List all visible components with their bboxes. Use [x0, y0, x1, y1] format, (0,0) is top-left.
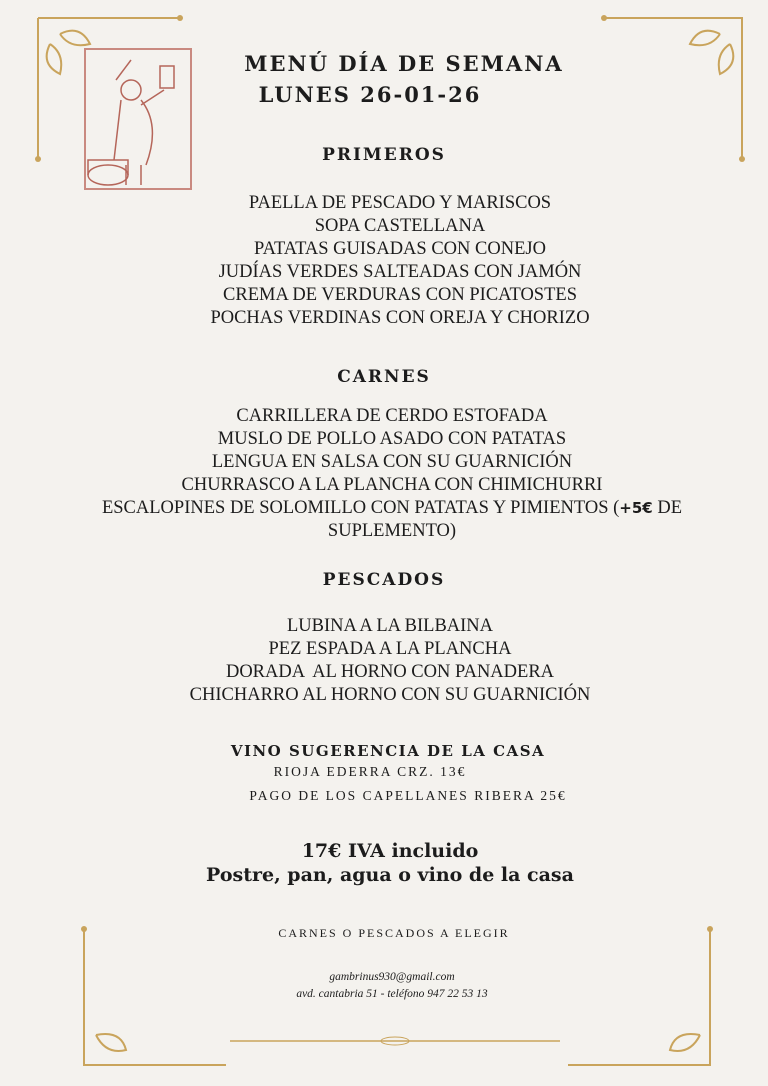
menu-item: DORADA AL HORNO CON PANADERA	[225, 662, 555, 682]
item-text: ESCALOPINES DE SOLOMILLO CON PATATAS Y PIMIENTOS (	[101, 498, 620, 518]
menu-item-special-line2: SUPLEMENTO)	[327, 521, 457, 541]
supplement-price: +5€	[619, 499, 653, 517]
corner-ornament-bottom-left	[76, 925, 236, 1075]
menu-date: LUNES 26-01-26	[258, 82, 482, 107]
menu-item: JUDÍAS VERDES SALTEADAS CON JAMÓN	[218, 262, 582, 282]
menu-item: POCHAS VERDINAS CON OREJA Y CHORIZO	[210, 308, 590, 328]
menu-item: LENGUA EN SALSA CON SU GUARNICIÓN	[211, 452, 573, 472]
primeros-list	[16, 192, 768, 330]
menu-item: CHURRASCO A LA PLANCHA CON CHIMICHURRI	[181, 475, 603, 495]
menu-item: CARRILLERA DE CERDO ESTOFADA	[236, 406, 548, 426]
pescados-list	[6, 615, 768, 707]
menu-price: 17€ IVA incluido	[301, 840, 479, 862]
menu-item: PEZ ESPADA A LA PLANCHA	[268, 639, 512, 659]
menu-item: PATATAS GUISADAS CON CONEJO	[254, 239, 546, 259]
wine-item: PAGO DE LOS CAPELLANES RIBERA 25€	[249, 788, 567, 803]
menu-item-special	[8, 497, 768, 520]
section-heading-pescados: PESCADOS	[322, 570, 446, 590]
menu-item: CREMA DE VERDURAS CON PICATOSTES	[223, 285, 577, 305]
section-heading-carnes: CARNES	[337, 367, 431, 387]
menu-includes: Postre, pan, agua o vino de la casa	[206, 864, 574, 886]
corner-ornament-bottom-right	[560, 925, 720, 1075]
bottom-divider-ornament	[230, 1035, 560, 1047]
wine-item: RIOJA EDERRA CRZ. 13€	[273, 764, 467, 779]
contact-email: gambrinus930@gmail.com	[329, 971, 455, 983]
item-text: DE	[652, 498, 683, 518]
contact-address: avd. cantabria 51 - teléfono 947 22 53 13	[296, 988, 488, 1000]
menu-item: SOPA CASTELLANA	[314, 216, 486, 236]
menu-item: MUSLO DE POLLO ASADO CON PATATAS	[217, 429, 567, 449]
wine-heading: VINO SUGERENCIA DE LA CASA	[230, 742, 546, 760]
menu-item: CHICHARRO AL HORNO CON SU GUARNICIÓN	[189, 685, 591, 705]
choice-note: CARNES O PESCADOS A ELEGIR	[278, 926, 510, 940]
section-heading-primeros: PRIMEROS	[322, 145, 446, 165]
menu-item: PAELLA DE PESCADO Y MARISCOS	[248, 193, 552, 213]
menu-item: LUBINA A LA BILBAINA	[286, 616, 494, 636]
carnes-list	[8, 405, 768, 543]
menu-title: MENÚ DÍA DE SEMANA	[244, 51, 564, 76]
